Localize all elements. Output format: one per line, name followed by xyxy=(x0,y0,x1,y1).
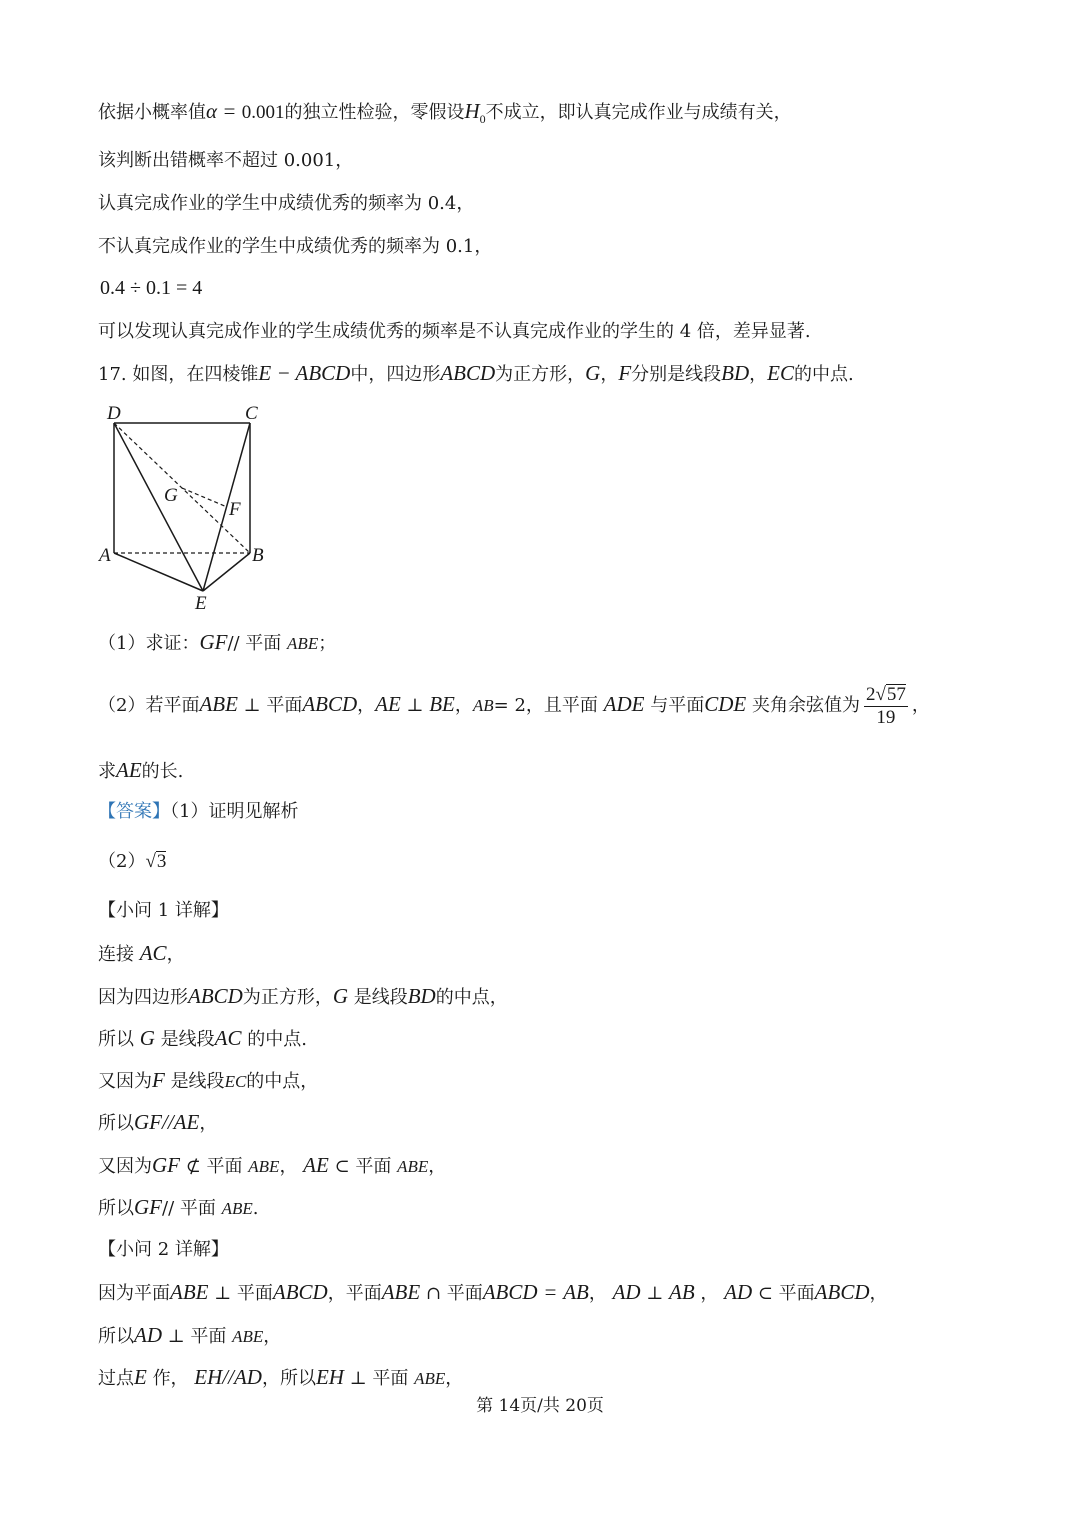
text-line: 依据小概率值α = 0.001的独立性检验，零假设$H_0$不成立，即认真完成作业与成绩有关， xyxy=(98,99,792,126)
text-line: 不认真完成作业的学生中成绩优秀的频率为 0.1， xyxy=(98,236,493,257)
section-title: 【小问 2 详解】 xyxy=(98,1239,229,1260)
answer-line: （2）√3 xyxy=(98,851,167,872)
text-line: 过点E 作， EH//AD，所以EH ⊥ 平面 ABE， xyxy=(98,1365,464,1389)
text-line: 又因为GF ⊄ 平面 ABE， AE ⊂ 平面 ABE， xyxy=(98,1153,447,1177)
section-title: 【小问 1 详解】 xyxy=(98,900,229,921)
label-E: E xyxy=(195,593,207,614)
text-line: 所以GF// 平面 ABE. xyxy=(98,1195,259,1219)
text-line: 所以 G 是线段AC 的中点. xyxy=(98,1026,307,1050)
text-line: 因为四边形ABCD为正方形，G 是线段BD的中点， xyxy=(98,984,508,1008)
text-line: 又因为F 是线段EC的中点， xyxy=(98,1068,319,1092)
edge-CE xyxy=(203,423,250,591)
text-line: 因为平面ABE ⊥ 平面ABCD，平面ABE ∩ 平面ABCD = AB， AD ⊥ AB ， AD ⊂ 平面ABCD， xyxy=(98,1280,888,1304)
label-B: B xyxy=(252,545,264,566)
edge-BE xyxy=(203,553,250,591)
text-line: 可以发现认真完成作业的学生成绩优秀的频率是不认真完成作业的学生的 4 倍，差异显著. xyxy=(98,321,811,342)
label-D: D xyxy=(107,403,121,424)
text-line: 该判断出错概率不超过 0.001， xyxy=(98,150,354,171)
text-line: 连接 AC， xyxy=(98,941,185,965)
answer-line: 【答案】（1）证明见解析 xyxy=(98,801,299,822)
question-part-1: （1）求证：GF// 平面 ABE； xyxy=(98,630,337,654)
edge-AE xyxy=(114,553,203,591)
equation-line: 0.4 ÷ 0.1 = 4 xyxy=(100,277,203,299)
pyramid-figure xyxy=(95,398,285,618)
problem-statement: 17. 如图，在四棱锥E − ABCD中，四边形ABCD为正方形，G，F分别是线段BD，EC的中点. xyxy=(98,361,854,385)
question-part-2: （2）若平面ABE ⊥ 平面ABCD，AE ⊥ BE，AB= 2，且平面 ADE 与平面CDE 夹角余弦值为 $\frac{2√57}{19}$ ， xyxy=(98,683,930,728)
text-line: 所以AD ⊥ 平面 ABE， xyxy=(98,1323,282,1347)
edge-DE xyxy=(114,423,203,591)
page-footer: 第 14页/共 20页 xyxy=(476,1396,604,1416)
label-F: F xyxy=(229,499,241,520)
answer-tag: 【答案】 xyxy=(98,801,170,822)
text-line: 认真完成作业的学生中成绩优秀的频率为 0.4， xyxy=(98,193,475,214)
label-C: C xyxy=(245,403,258,424)
text-line: 所以GF//AE， xyxy=(98,1110,218,1134)
math: $H_0$ xyxy=(464,99,486,126)
text-line: 求AE的长. xyxy=(98,758,184,782)
cosine-fraction: $\frac{2√57}{19}$ xyxy=(865,683,906,728)
edge-GF-hidden xyxy=(182,488,227,507)
label-G: G xyxy=(164,485,178,506)
label-A: A xyxy=(99,545,111,566)
